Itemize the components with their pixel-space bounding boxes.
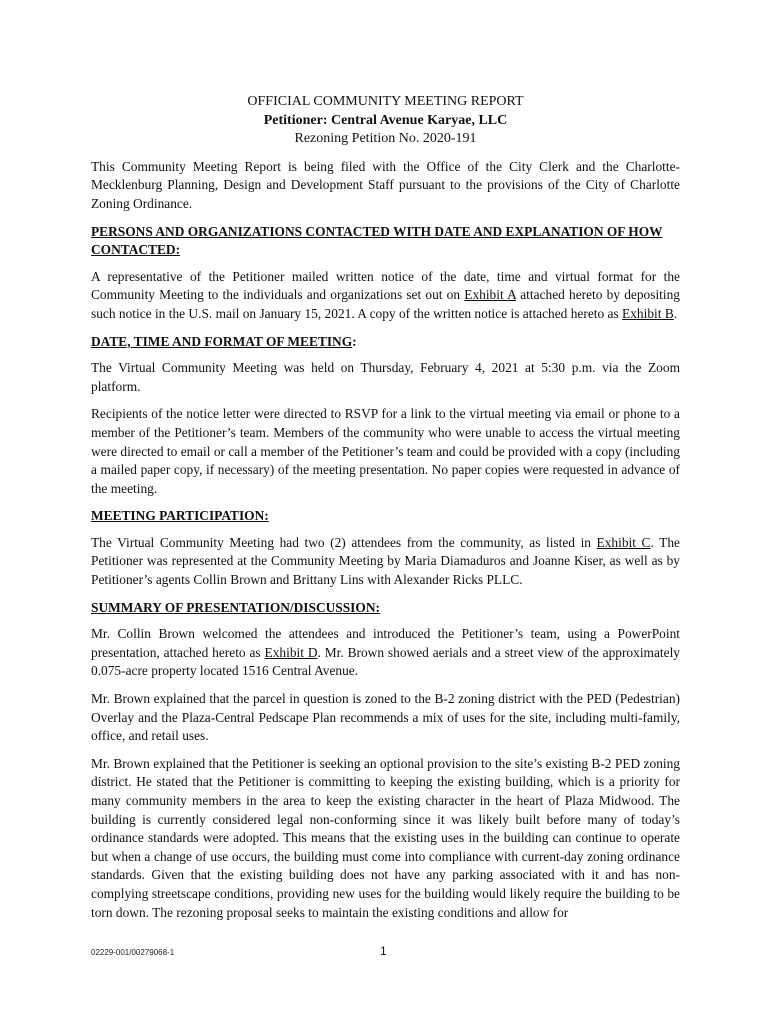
petitioner-line: Petitioner: Central Avenue Karyae, LLC	[263, 112, 508, 128]
exhibit-b-link: Exhibit B	[622, 305, 674, 321]
heading-colon: :	[352, 333, 357, 349]
summary-paragraph-2: Mr. Brown explained that the parcel in question is zoned to the B-2 zoning district with the PED (Pedestrian) Overlay and the Plaza-Central Pedscape Plan recommends a mix of uses for the site, including multi-family, office, and retail uses.	[91, 691, 680, 744]
intro-paragraph: This Community Meeting Report is being filed with the Office of the City Clerk and the Charlotte-Mecklenburg Planning, Design and Development Staff pursuant to the provisions of the City of Charlotte Zoning Ordinance.	[91, 158, 680, 211]
notice-paragraph	[91, 268, 680, 324]
meeting-date-paragraph: The Virtual Community Meeting was held on Thursday, February 4, 2021 at 5:30 p.m. via the Zoom platform.	[91, 360, 680, 394]
text-run: attached hereto by depositing such notice in the U.S. mail on January 15, 2021. A copy of the written notice is attached hereto as	[91, 287, 681, 321]
section-heading-date-time	[91, 333, 680, 352]
text-run: A representative of the Petitioner mailed written notice of the date, time and virtual format for the Community Meeting to the individuals and organizations set out on	[91, 268, 680, 303]
heading-text: DATE, TIME AND FORMAT OF MEETING	[91, 333, 353, 349]
exhibit-d-link: Exhibit D	[264, 644, 318, 660]
section-heading-persons-contacted: PERSONS AND ORGANIZATIONS CONTACTED WITH DATE AND EXPLANATION OF HOW CONTACTED:	[91, 223, 663, 258]
rsvp-paragraph: Recipients of the notice letter were directed to RSVP for a link to the virtual meeting via email or phone to a member of the Petitioner’s team. Members of the community who were unable to access the virtual meeting were directed to email or call a member of the Petitioner’s team and could be provided with a copy (including a mailed paper copy, if necessary) of the meeting presentation. No paper copies were requested in advance of the meeting.	[91, 406, 680, 496]
page-number: 1	[380, 944, 387, 958]
petition-number: Rezoning Petition No. 2020-191	[294, 131, 477, 147]
text-run: The Virtual Community Meeting had two (2) attendees from the community, as listed in	[91, 534, 597, 550]
text-run: . Mr. Brown showed aerials and a street view of the approximately 0.075-acre property located 1516 Central Avenue.	[91, 644, 680, 679]
section-heading-summary: SUMMARY OF PRESENTATION/DISCUSSION:	[91, 599, 380, 615]
summary-paragraph-1	[91, 625, 680, 681]
exhibit-a-link: Exhibit A	[464, 287, 517, 303]
text-run: .	[673, 305, 678, 321]
section-heading-participation: MEETING PARTICIPATION:	[91, 508, 269, 524]
exhibit-c-link: Exhibit C	[596, 534, 651, 550]
text-run: . The Petitioner was represented at the Community Meeting by Maria Diamaduros and Joanne Kiser, as well as by Petitioner’s agents Collin Brown and Brittany Lins with Alexander Ricks PLLC.	[91, 534, 680, 588]
summary-paragraph-3: Mr. Brown explained that the Petitioner is seeking an optional provision to the site’s existing B-2 PED zoning district. He stated that the Petitioner is committing to keeping the existing building, which is a priority for many community members in the area to keep the existing character in the heart of Plaza Midwood. The building is currently considered legal non-conforming since it was likely built before many of today’s ordinance standards were adopted. This means that the existing uses in the building can continue to operate but when a change of use occurs, the building must come into compliance with current-day zoning ordinance standards. Given that the existing building does not have any parking associated with it and has non-complying streetscape conditions, providing new uses for the building would likely require the building to be torn down. The rezoning proposal seeks to maintain the existing conditions and allow for	[91, 755, 680, 920]
text-run: Mr. Collin Brown welcomed the attendees and introduced the Petitioner’s team, using a PowerPoint presentation, attached hereto as	[91, 626, 680, 660]
document-id: 02229-001/00279068-1	[91, 948, 175, 957]
report-title: OFFICIAL COMMUNITY MEETING REPORT	[247, 94, 524, 109]
participation-paragraph	[91, 534, 680, 590]
document-page	[91, 93, 680, 931]
